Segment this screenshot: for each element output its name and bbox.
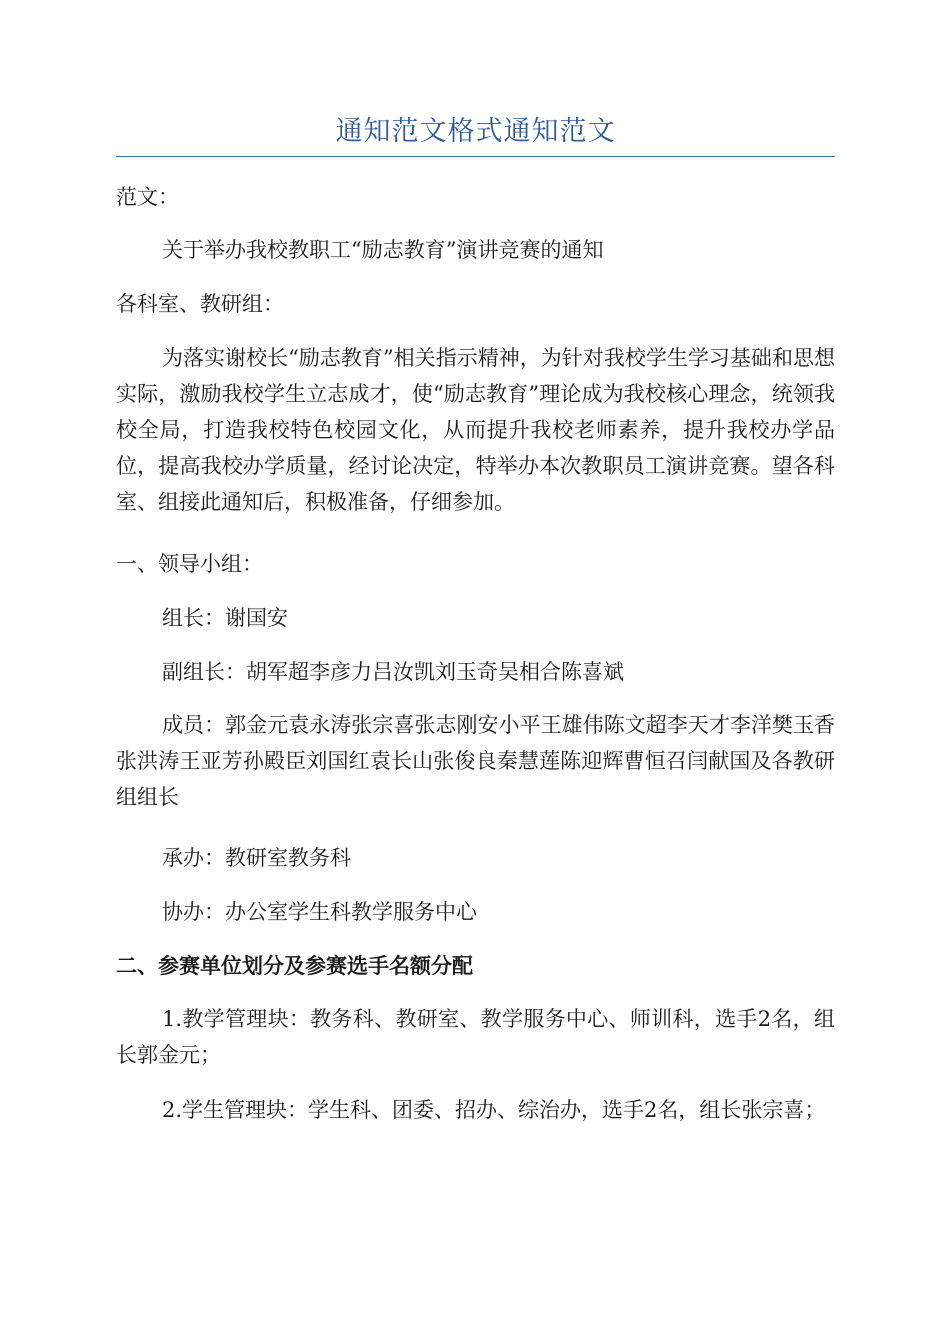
title-block bbox=[116, 112, 835, 157]
notice-title: 关于举办我校教职工“励志教育”演讲竞赛的通知 bbox=[162, 238, 604, 262]
document-title: 通知范文格式通知范文 bbox=[335, 116, 616, 147]
intro-paragraph: 为落实谢校长“励志教育”相关指示精神，为针对我校学生学习基础和思想实际，激励我校学生立志成才，使“励志教育”理论成为我校核心理念，统领我校全局，打造我校特色校园文化，从而提升我校老师素养，提升我校办学品位，提高我校办学质量，经讨论决定，特举办本次教职员工演讲竞赛。望各科室、组接此通知后，积极准备，仔细参加。 bbox=[116, 346, 835, 514]
addressee: 各科室、教研组： bbox=[116, 292, 284, 316]
vice-leader-line: 副组长：胡军超李彦力吕汝凯刘玉奇吴相合陈喜斌 bbox=[162, 660, 624, 684]
item-1-paragraph: 1.教学管理块：教务科、教研室、教学服务中心、师训科，选手2名，组长郭金元； bbox=[116, 1007, 835, 1067]
host-line: 承办：教研室教务科 bbox=[162, 846, 351, 870]
members-paragraph: 成员：郭金元袁永涛张宗喜张志刚安小平王雄伟陈文超李天才李洋樊玉香张洪涛王亚芳孙殿臣刘国红袁长山张俊良秦慧莲陈迎辉曹恒召闫献国及各教研组组长 bbox=[116, 713, 835, 809]
section-2-heading: 二、参赛单位划分及参赛选手名额分配 bbox=[116, 953, 473, 978]
cohost-line: 协办：办公室学生科教学服务中心 bbox=[162, 900, 477, 924]
item-2-paragraph: 2.学生管理块：学生科、团委、招办、综治办，选手2名，组长张宗喜； bbox=[162, 1098, 826, 1122]
section-1-heading: 一、领导小组： bbox=[116, 552, 263, 576]
leader-line: 组长：谢国安 bbox=[162, 606, 288, 630]
fanwen-label: 范文： bbox=[116, 185, 179, 209]
